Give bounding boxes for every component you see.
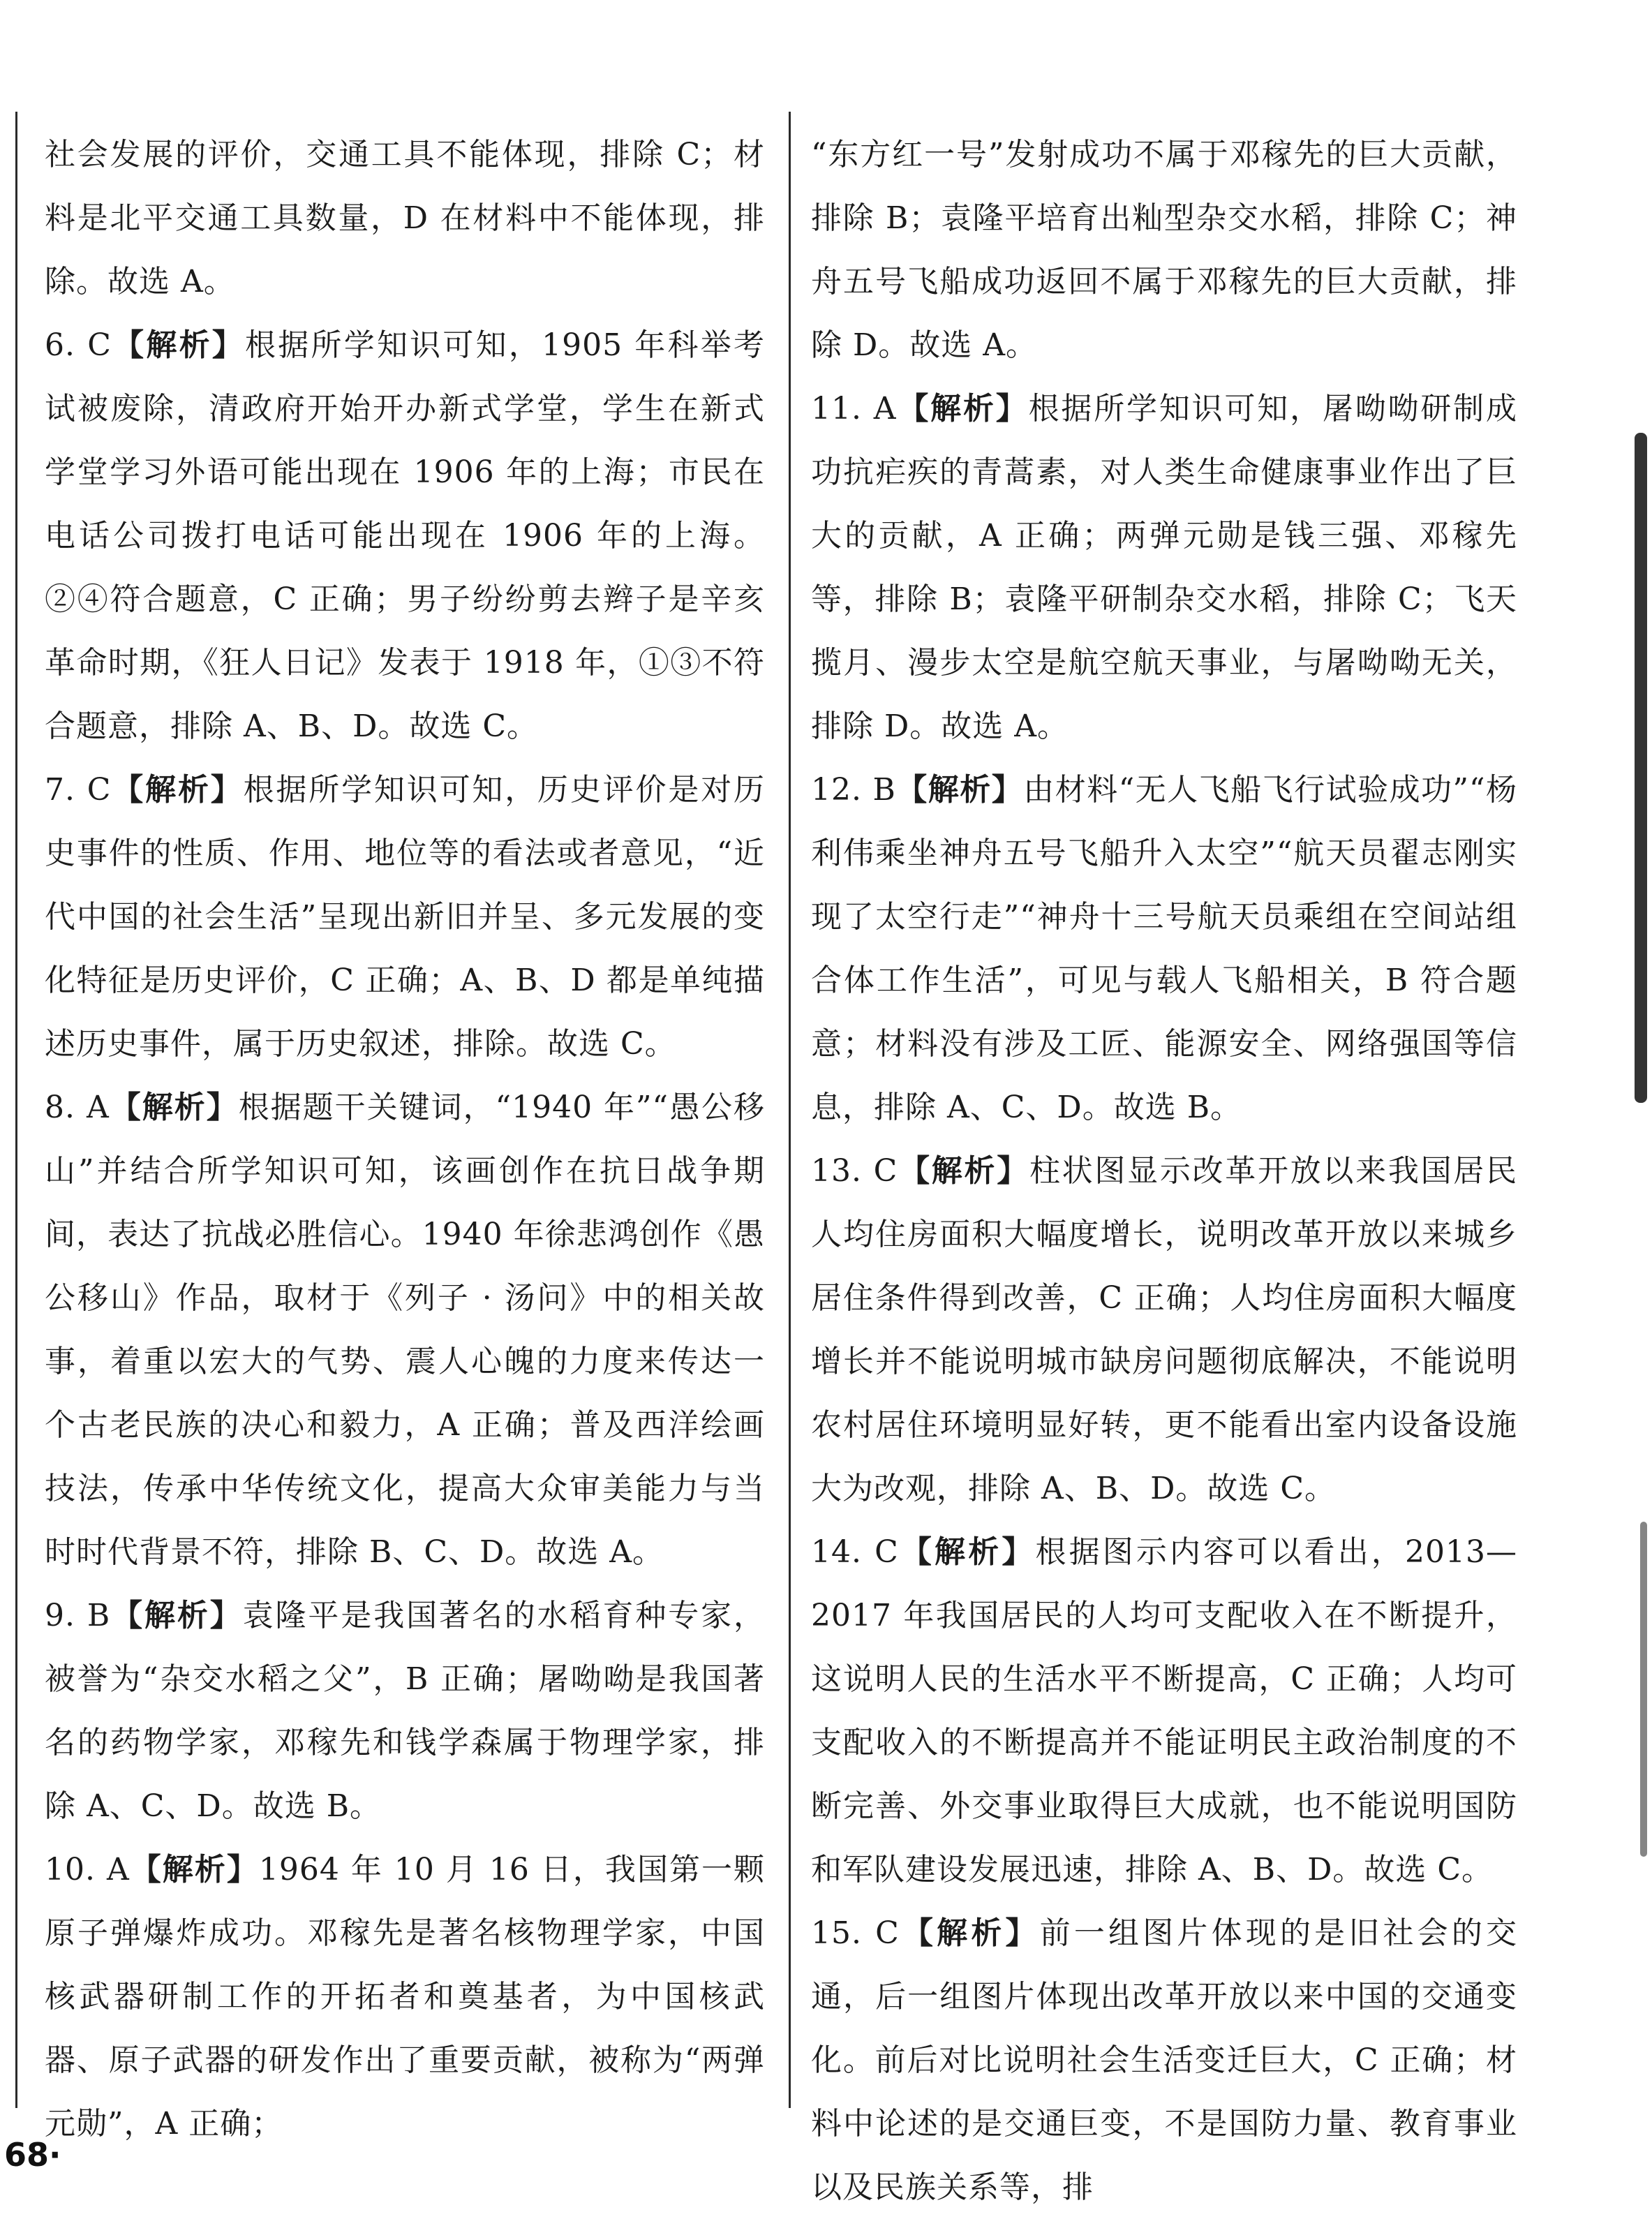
answer-item-13: 13. C【解析】柱状图显示改革开放以来我国居民人均住房面积大幅度增长，说明改革开放以来城乡居住条件得到改善，C 正确；人均住房面积大幅度增长并不能说明城市缺房问题彻底解决，不能说明农村居住环境明显好转，更不能看出室内设备设施大为改观，排除 A、B、D。故选 C。 <box>811 1153 1518 1506</box>
paragraph: “东方红一号”发射成功不属于邓稼先的巨大贡献，排除 B；袁隆平培育出籼型杂交水稻，排除 C；神舟五号飞船成功返回不属于邓稼先的巨大贡献，排除 D。故选 A。 <box>811 137 1517 363</box>
answer-item-7: 7. C【解析】根据所学知识可知，历史评价是对历史事件的性质、作用、地位等的看法或者意见，“近代中国的社会生活”呈现出新旧并呈、多元发展的变化特征是历史评价，C 正确；A、B、D 都是单纯描述历史事件，属于历史叙述，排除。故选 C。 <box>45 772 766 1062</box>
page-number: 68· <box>4 2136 61 2174</box>
answer-item-8: 8. A【解析】根据题干关键词，“1940 年”“愚公移山”并结合所学知识可知，该画创作在抗日战争期间，表达了抗战必胜信心。1940 年徐悲鸿创作《愚公移山》作品，取材于《列子 · 汤问》中的相关故事，着重以宏大的气势、震人心魄的力度来传达一个古老民族的决心和毅力，A 正确；普及西洋绘画技法，传承中华传统文化，提高大众审美能力与当时时代背景不符，排除 B、C、D。故选 A。 <box>45 1090 765 1570</box>
column-divider <box>789 112 791 2108</box>
left-column <box>45 123 765 2155</box>
scan-edge-shadow-lower <box>1640 1522 1647 1857</box>
answer-item-15: 15. C【解析】前一组图片体现的是旧社会的交通，后一组图片体现出改革开放以来中国的交通变化。前后对比说明社会生活变迁巨大，C 正确；材料中论述的是交通巨变，不是国防力量、教育事业以及民族关系等，排 <box>811 1915 1518 2205</box>
answer-item-11: 11. A【解析】根据所学知识可知，屠呦呦研制成功抗疟疾的青蒿素，对人类生命健康事业作出了巨大的贡献，A 正确；两弹元勋是钱三强、邓稼先等，排除 B；袁隆平研制杂交水稻，排除 C；飞天揽月、漫步太空是航空航天事业，与屠呦呦无关，排除 D。故选 A。 <box>811 391 1517 744</box>
answer-item-9: 9. B【解析】袁隆平是我国著名的水稻育种专家，被誉为“杂交水稻之父”，B 正确；屠呦呦是我国著名的药物学家，邓稼先和钱学森属于物理学家，排除 A、C、D。故选 B。 <box>45 1598 766 1824</box>
answer-item-6: 6. C【解析】根据所学知识可知，1905 年科举考试被废除，清政府开始开办新式学堂，学生在新式学堂学习外语可能出现在 1906 年的上海；市民在电话公司拨打电话可能出现在 1906 年的上海。②④符合题意，C 正确；男子纷纷剪去辫子是辛亥革命时期，《狂人日记》发表于 1918 年，①③不符合题意，排除 A、B、D。故选 C。 <box>45 327 765 744</box>
scan-edge-shadow <box>1635 433 1647 1103</box>
left-margin-rule <box>15 112 17 2108</box>
answer-item-14: 14. C【解析】根据图示内容可以看出，2013—2017 年我国居民的人均可支配收入在不断提升，这说明人民的生活水平不断提高，C 正确；人均可支配收入的不断提高并不能证明民主政治制度的不断完善、外交事业取得巨大成就，也不能说明国防和军队建设发展迅速，排除 A、B、D。故选 C。 <box>811 1534 1517 1887</box>
right-column <box>811 123 1517 2219</box>
answer-item-12: 12. B【解析】由材料“无人飞船飞行试验成功”“杨利伟乘坐神舟五号飞船升入太空”“航天员翟志刚实现了太空行走”“神舟十三号航天员乘组在空间站组合体工作生活”，可见与载人飞船相关，B 符合题意；材料没有涉及工匠、能源安全、网络强国等信息，排除 A、C、D。故选 B。 <box>811 772 1518 1125</box>
paragraph: 社会发展的评价，交通工具不能体现，排除 C；材料是北平交通工具数量，D 在材料中不能体现，排除。故选 A。 <box>45 137 765 299</box>
answer-item-10: 10. A【解析】1964 年 10 月 16 日，我国第一颗原子弹爆炸成功。邓稼先是著名核物理学家，中国核武器研制工作的开拓者和奠基者，为中国核武器、原子武器的研发作出了重要贡献，被称为“两弹元勋”，A 正确； <box>45 1852 766 2142</box>
